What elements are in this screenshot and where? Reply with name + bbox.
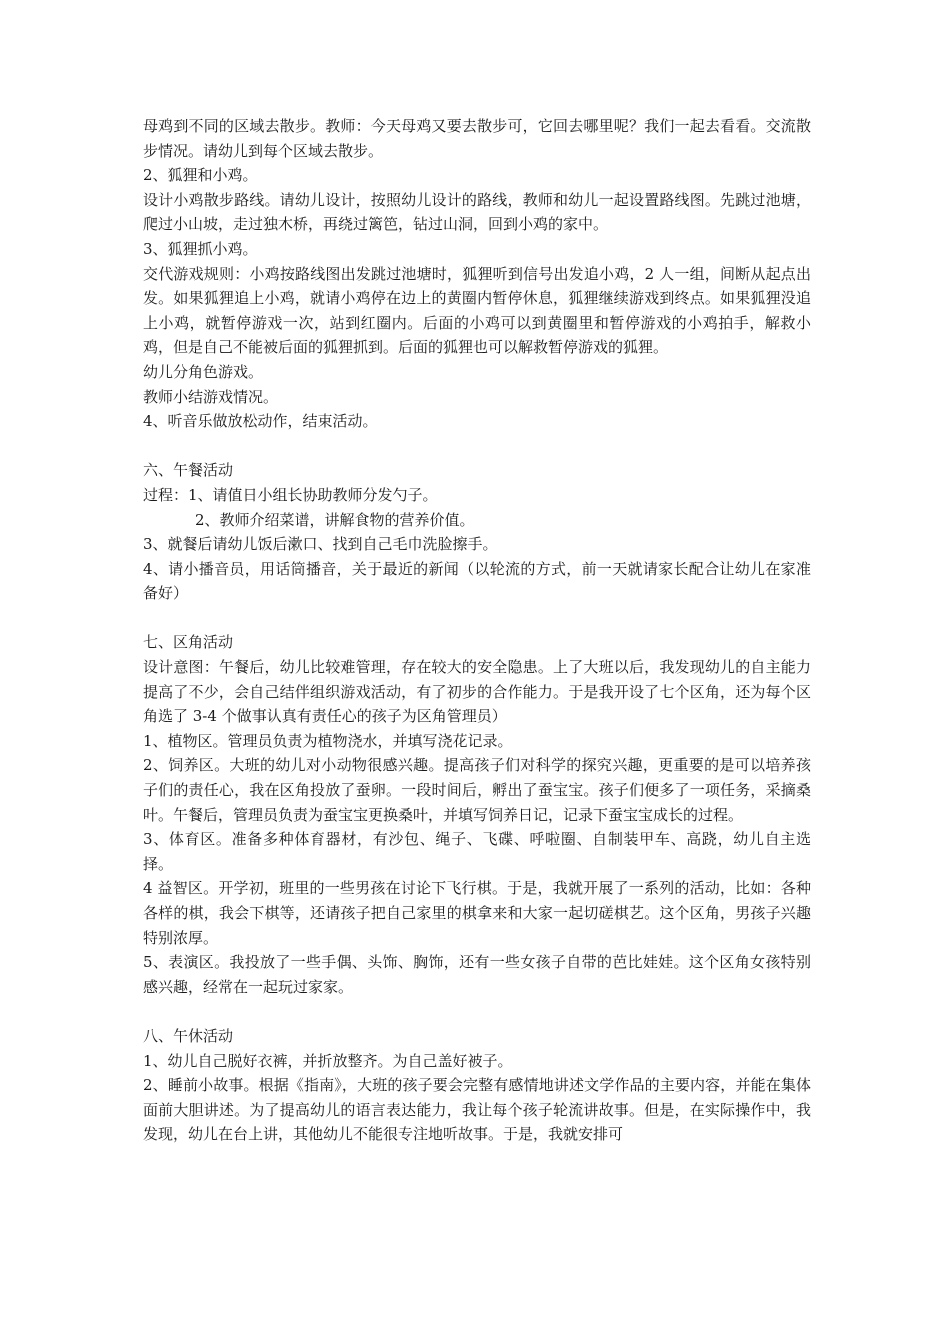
paragraph: 六、午餐活动 bbox=[143, 461, 234, 480]
paragraph: 母鸡到不同的区域去散步。教师：今天母鸡又要去散步可，它回去哪里呢？我们一起去看看。交流散步情况。请幼儿到每个区域去散步。 bbox=[143, 117, 811, 160]
paragraph: 幼儿分角色游戏。 bbox=[143, 362, 264, 381]
paragraph: 2、睡前小故事。根据《指南》，大班的孩子要会完整有感情地讲述文学作品的主要内容，并能在集体面前大胆讲述。为了提高幼儿的语言表达能力，我让每个孩子轮流讲故事。但是，在实际操作中，我发现，幼儿在台上讲，其他幼儿不能很专注地听故事。于是，我就安排可 bbox=[143, 1076, 811, 1144]
paragraph: 设计意图：午餐后，幼儿比较难管理，存在较大的安全隐患。上了大班以后，我发现幼儿的自主能力提高了不少，会自己结伴组织游戏活动，有了初步的合作能力。于是我开设了七个区角，还为每个区角选了 3-4 个做事认真有责任心的孩子为区角管理员） bbox=[143, 658, 811, 726]
paragraph: 设计小鸡散步路线。请幼儿设计，按照幼儿设计的路线，教师和幼儿一起设置路线图。先跳过池塘，爬过小山坡，走过独木桥，再绕过篱笆，钻过山洞，回到小鸡的家中。 bbox=[143, 190, 811, 234]
paragraph: 2、教师介绍菜谱，讲解食物的营养价值。 bbox=[195, 510, 475, 529]
paragraph: 2、狐狸和小鸡。 bbox=[143, 166, 258, 185]
paragraph: 八、午休活动 bbox=[143, 1026, 234, 1045]
paragraph: 3、体育区。准备多种体育器材，有沙包、绳子、飞碟、呼啦圈、自制装甲车、高跷，幼儿自主选择。 bbox=[143, 830, 811, 873]
paragraph-spacer bbox=[143, 434, 811, 459]
paragraph: 4、听音乐做放松动作，结束活动。 bbox=[143, 412, 378, 431]
document-body bbox=[143, 114, 811, 1147]
paragraph: 过程：1、请值日小组长协助教师分发勺子。 bbox=[143, 485, 438, 504]
paragraph: 4 益智区。开学初，班里的一些男孩在讨论下飞行棋。于是，我就开展了一系列的活动，比如：各种各样的棋，我会下棋等，还请孩子把自己家里的棋拿来和大家一起切磋棋艺。这个区角，男孩子兴趣特别浓厚。 bbox=[143, 879, 811, 947]
paragraph: 1、幼儿自己脱好衣裤，并折放整齐。为自己盖好被子。 bbox=[143, 1051, 513, 1070]
paragraph: 2、饲养区。大班的幼儿对小动物很感兴趣。提高孩子们对科学的探究兴趣，更重要的是可以培养孩子们的责任心，我在区角投放了蚕卵。一段时间后，孵出了蚕宝宝。孩子们便多了一项任务，采摘桑叶。午餐后，管理员负责为蚕宝宝更换桑叶，并填写饲养日记，记录下蚕宝宝成长的过程。 bbox=[143, 756, 811, 824]
paragraph: 教师小结游戏情况。 bbox=[143, 387, 279, 406]
paragraph: 3、就餐后请幼儿饭后漱口、找到自己毛巾洗脸擦手。 bbox=[143, 535, 498, 554]
paragraph-spacer bbox=[143, 999, 811, 1024]
paragraph: 七、区角活动 bbox=[143, 633, 234, 652]
paragraph: 4、请小播音员，用话筒播音，关于最近的新闻（以轮流的方式，前一天就请家长配合让幼儿在家准备好） bbox=[143, 559, 811, 603]
paragraph-spacer bbox=[143, 606, 811, 631]
paragraph: 3、狐狸抓小鸡。 bbox=[143, 239, 258, 258]
paragraph: 交代游戏规则：小鸡按路线图出发跳过池塘时，狐狸听到信号出发追小鸡，2 人一组，间断从起点出发。如果狐狸追上小鸡，就请小鸡停在边上的黄圈内暂停休息，狐狸继续游戏到终点。如果狐狸没追上小鸡，就暂停游戏一次，站到红圈内。后面的小鸡可以到黄圈里和暂停游戏的小鸡拍手，解救小鸡，但是自己不能被后面的狐狸抓到。后面的狐狸也可以解救暂停游戏的狐狸。 bbox=[143, 264, 811, 357]
paragraph: 1、植物区。管理员负责为植物浇水，并填写浇花记录。 bbox=[143, 731, 513, 750]
paragraph: 5、表演区。我投放了一些手偶、头饰、胸饰，还有一些女孩子自带的芭比娃娃。这个区角女孩特别感兴趣，经常在一起玩过家家。 bbox=[143, 953, 811, 996]
